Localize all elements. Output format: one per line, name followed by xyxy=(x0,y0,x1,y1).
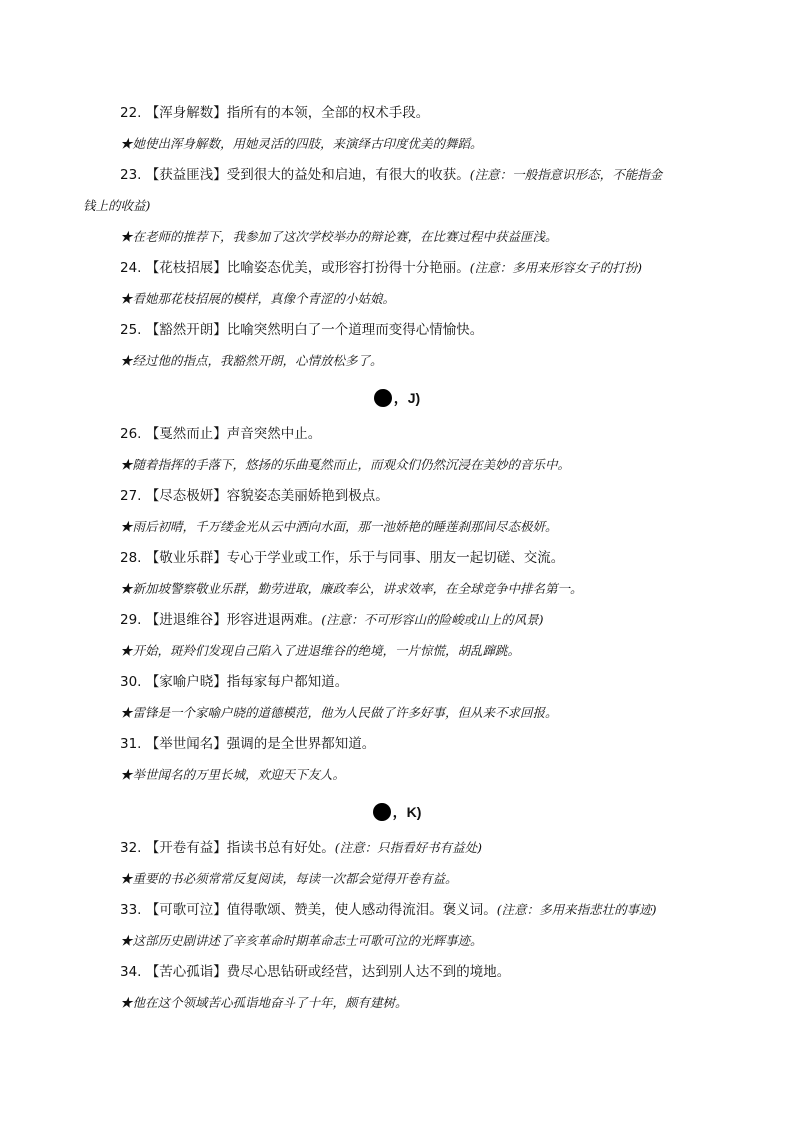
entry-number: 23. xyxy=(120,167,142,183)
entry-term: 【花枝招展】 xyxy=(145,260,227,276)
entry-definition: 比喻姿态优美，或形容打扮得十分艳丽。 xyxy=(226,260,470,276)
section-header-j xyxy=(0,386,794,410)
entry-23 xyxy=(120,166,724,184)
entry-definition: 指每家每户都知道。 xyxy=(226,674,349,690)
entry-term: 【戛然而止】 xyxy=(145,426,227,442)
entry-number: 26. xyxy=(120,426,142,442)
entry-31-example: ★举世闻名的万里长城，欢迎天下友人。 xyxy=(120,767,346,782)
entry-term: 【尽态极妍】 xyxy=(145,488,227,504)
entry-note: (注意：一般指意识形态，不能指金 xyxy=(469,167,663,182)
entry-term: 【开卷有益】 xyxy=(145,840,227,856)
entry-25-example: ★经过他的指点，我豁然开朗，心情放松多了。 xyxy=(120,353,383,368)
entry-number: 32. xyxy=(120,840,142,856)
entry-term: 【进退维谷】 xyxy=(145,612,227,628)
entry-number: 24. xyxy=(120,260,142,276)
entry-31 xyxy=(120,735,724,753)
entry-term: 【敬业乐群】 xyxy=(145,550,227,566)
entry-definition: 声音突然中止。 xyxy=(226,426,322,442)
entry-term: 【浑身解数】 xyxy=(145,105,227,121)
entry-term: 【举世闻名】 xyxy=(145,736,227,752)
entry-number: 28. xyxy=(120,550,142,566)
entry-definition: 强调的是全世界都知道。 xyxy=(226,736,376,752)
entry-term: 【苦心孤诣】 xyxy=(145,964,227,980)
entry-number: 22. xyxy=(120,105,142,121)
entry-26-example: ★随着指挥的手落下，悠扬的乐曲戛然而止，而观众们仍然沉浸在美妙的音乐中。 xyxy=(120,457,571,472)
entry-definition: 容貌姿态美丽娇艳到极点。 xyxy=(226,488,389,504)
entry-34-example: ★他在这个领域苦心孤诣地奋斗了十年，颇有建树。 xyxy=(120,995,408,1010)
entry-28-example: ★新加坡警察敬业乐群，勤劳进取，廉政奉公，讲求效率，在全球竞争中排名第一。 xyxy=(120,581,583,596)
entry-22-example: ★她使出浑身解数，用她灵活的四肢，来演绎古印度优美的舞蹈。 xyxy=(120,136,483,151)
entry-30 xyxy=(120,673,724,691)
entry-23-example: ★在老师的推荐下，我参加了这次学校举办的辩论赛，在比赛过程中获益匪浅。 xyxy=(120,229,558,244)
entry-number: 34. xyxy=(120,964,142,980)
entry-33 xyxy=(120,901,724,919)
entry-definition: 形容进退两难。 xyxy=(226,612,322,628)
bullet-dot-icon xyxy=(373,803,391,821)
entry-24 xyxy=(120,259,724,277)
entry-number: 30. xyxy=(120,674,142,690)
section-header-k xyxy=(0,800,794,824)
entry-27 xyxy=(120,487,724,505)
entry-definition: 费尽心思钻研或经营，达到别人达不到的境地。 xyxy=(226,964,511,980)
entry-definition: 比喻突然明白了一个道理而变得心情愉快。 xyxy=(226,322,484,338)
entry-note: (注意：多用来指悲壮的事迹) xyxy=(496,902,657,917)
entry-28 xyxy=(120,549,724,567)
entry-34 xyxy=(120,963,724,981)
entry-32 xyxy=(120,839,724,857)
entry-number: 27. xyxy=(120,488,142,504)
section-label: ，J) xyxy=(393,390,421,406)
entry-term: 【可歌可泣】 xyxy=(145,902,227,918)
entry-term: 【家喻户晓】 xyxy=(145,674,227,690)
entry-27-example: ★雨后初晴，千万缕金光从云中洒向水面，那一池娇艳的睡莲刹那间尽态极妍。 xyxy=(120,519,558,534)
entry-23-note-cont: 钱上的收益) xyxy=(83,198,151,213)
entry-29 xyxy=(120,611,724,629)
entry-number: 29. xyxy=(120,612,142,628)
entry-definition: 受到很大的益处和启迪，有很大的收获。 xyxy=(226,167,470,183)
entry-definition: 指读书总有好处。 xyxy=(226,840,335,856)
section-label: ，K) xyxy=(392,804,422,820)
entry-29-example: ★开始，斑羚们发现自己陷入了进退维谷的绝境，一片惊慌，胡乱蹿跳。 xyxy=(120,643,521,658)
entry-definition: 值得歌颂、赞美，使人感动得流泪。褒义词。 xyxy=(226,902,497,918)
entry-25 xyxy=(120,321,724,339)
entry-24-example: ★看她那花枝招展的模样，真像个青涩的小姑娘。 xyxy=(120,291,396,306)
entry-number: 33. xyxy=(120,902,142,918)
entry-term: 【豁然开朗】 xyxy=(145,322,227,338)
entry-22 xyxy=(120,104,724,122)
entry-note: (注意：多用来形容女子的打扮) xyxy=(469,260,643,275)
bullet-dot-icon xyxy=(374,389,392,407)
entry-26 xyxy=(120,425,724,443)
entry-definition: 专心于学业或工作，乐于与同事、朋友一起切磋、交流。 xyxy=(226,550,565,566)
entry-note: (注意：只指看好书有益处) xyxy=(334,840,483,855)
entry-number: 31. xyxy=(120,736,142,752)
entry-30-example: ★雷锋是一个家喻户晓的道德模范，他为人民做了许多好事，但从来不求回报。 xyxy=(120,705,558,720)
entry-number: 25. xyxy=(120,322,142,338)
entry-term: 【获益匪浅】 xyxy=(145,167,227,183)
entry-definition: 指所有的本领，全部的权术手段。 xyxy=(226,105,430,121)
entry-note: (注意：不可形容山的险峻或山上的风景) xyxy=(321,612,544,627)
entry-33-example: ★这部历史剧讲述了辛亥革命时期革命志士可歌可泣的光辉事迹。 xyxy=(120,933,483,948)
entry-32-example: ★重要的书必须常常反复阅读，每读一次都会觉得开卷有益。 xyxy=(120,871,458,886)
